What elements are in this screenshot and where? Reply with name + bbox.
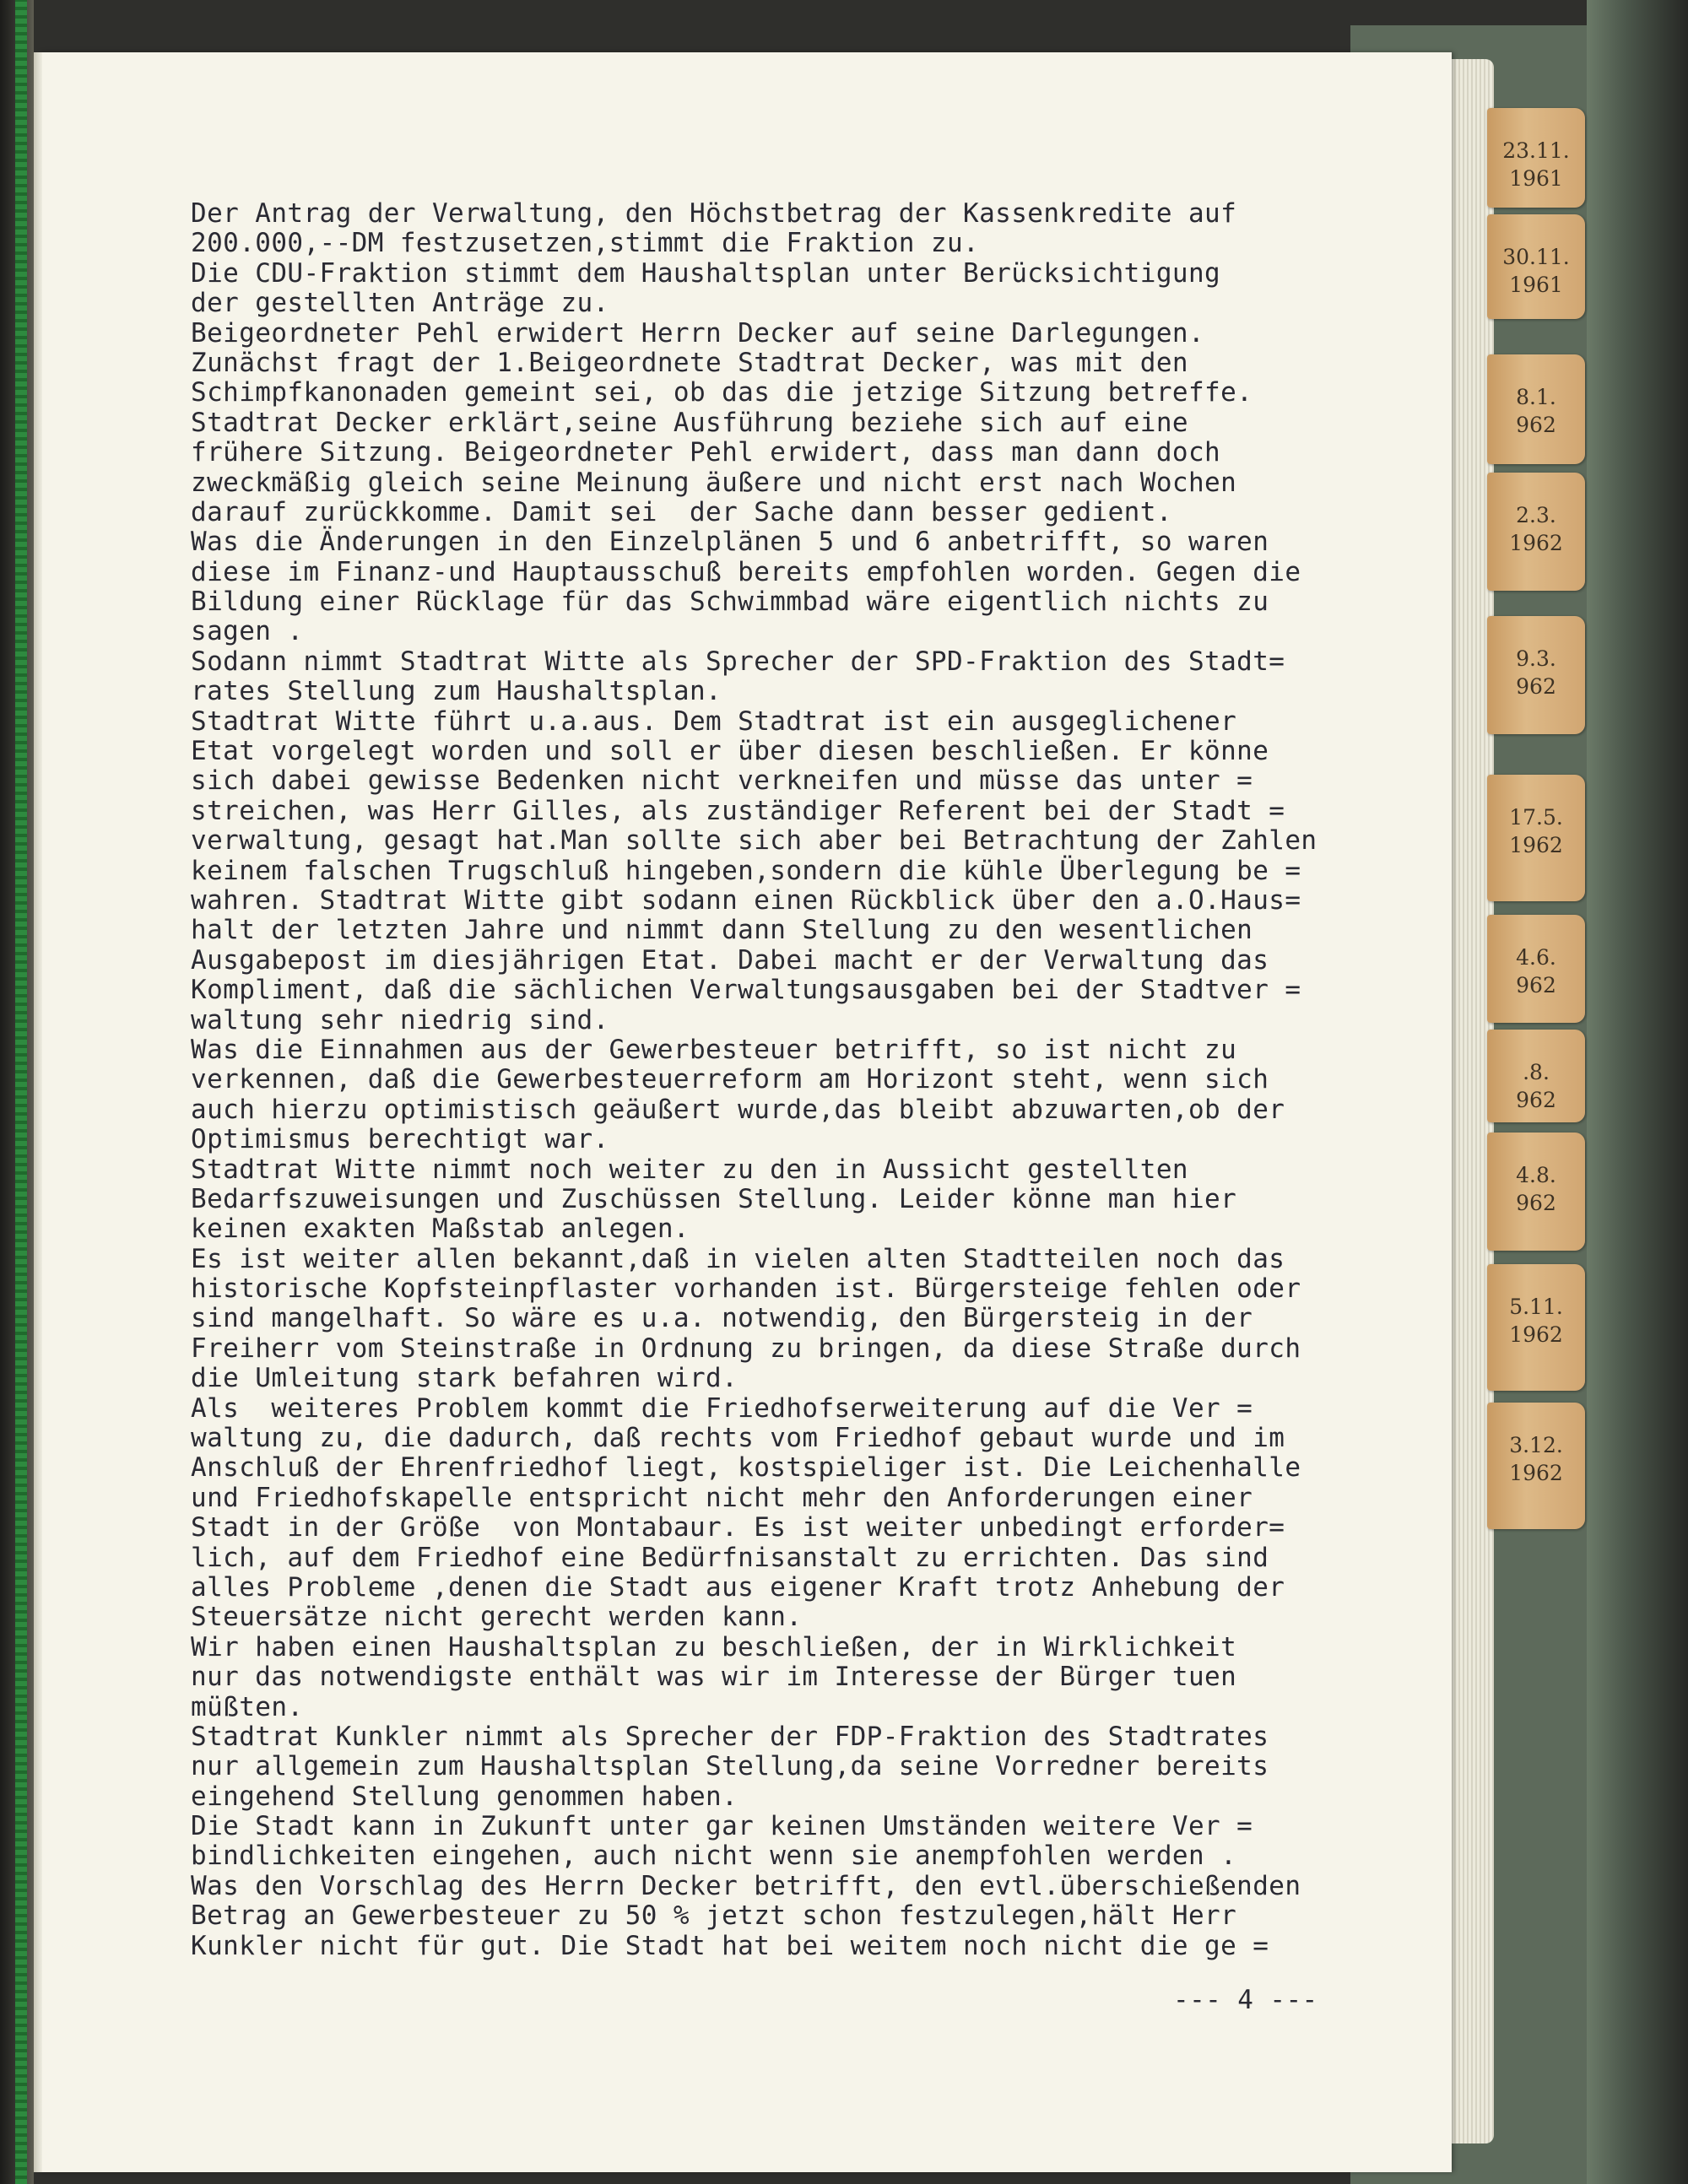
date-tab-year: 1962 [1509, 1322, 1563, 1347]
text-line: Bedarfszuweisungen und Zuschüssen Stellung. Leider könne man hier [191, 1183, 1237, 1214]
text-line: keinem falschen Trugschluß hingeben,sondern die kühle Überlegung be = [191, 855, 1301, 886]
text-line: Stadtrat Kunkler nimmt als Sprecher der FDP-Fraktion des Stadtrates [191, 1721, 1269, 1752]
date-tab[interactable] [1487, 473, 1585, 591]
text-line: wahren. Stadtrat Witte gibt sodann einen Rückblick über den a.O.Haus= [191, 884, 1301, 916]
typewritten-body [191, 199, 1440, 1961]
text-line: rates Stellung zum Haushaltsplan. [191, 676, 722, 707]
date-tab-day: .8. [1523, 1060, 1550, 1084]
text-line: der gestellten Anträge zu. [191, 288, 609, 319]
text-line: eingehend Stellung genommen haben. [191, 1781, 738, 1812]
date-tab-year: 1962 [1509, 1461, 1563, 1485]
text-line: sagen . [191, 616, 304, 647]
text-line: Was die Einnahmen aus der Gewerbesteuer betrifft, so ist nicht zu [191, 1034, 1237, 1065]
text-line: müßten. [191, 1691, 304, 1722]
text-line: waltung zu, die dadurch, daß rechts vom Friedhof gebaut wurde und im [191, 1423, 1285, 1454]
text-line: bindlichkeiten eingehen, auch nicht wenn sie anempfohlen werden . [191, 1841, 1237, 1872]
date-tab-year: 962 [1516, 674, 1556, 699]
date-tab[interactable] [1487, 1403, 1585, 1529]
text-line: diese im Finanz-und Hauptausschuß bereits empfohlen worden. Gegen die [191, 556, 1301, 587]
date-tab[interactable] [1487, 214, 1585, 319]
date-tab[interactable] [1487, 1264, 1585, 1391]
text-line: Schimpfkanonaden gemeint sei, ob das die jetzige Sitzung betreffe. [191, 377, 1253, 408]
text-line: Der Antrag der Verwaltung, den Höchstbetrag der Kassenkredite auf [191, 198, 1237, 229]
date-tab[interactable] [1487, 354, 1585, 464]
text-line: nur das notwendigste enthält was wir im Interesse der Bürger tuen [191, 1662, 1237, 1693]
page-number: --- 4 --- [1173, 1985, 1318, 2015]
text-line: Die CDU-Fraktion stimmt dem Haushaltsplan unter Berücksichtigung [191, 257, 1221, 289]
text-line: Sodann nimmt Stadtrat Witte als Sprecher der SPD-Fraktion des Stadt= [191, 646, 1285, 677]
date-tab-year: 1962 [1509, 833, 1563, 857]
date-tab-year: 962 [1516, 413, 1556, 437]
text-line: Die Stadt kann in Zukunft unter gar keinen Umständen weitere Ver = [191, 1811, 1253, 1842]
date-tab-day: 4.6. [1516, 945, 1556, 970]
date-tab-day: 3.12. [1509, 1433, 1563, 1457]
date-tab-day: 2.3. [1516, 503, 1556, 527]
date-tab[interactable] [1487, 1133, 1585, 1251]
text-line: halt der letzten Jahre und nimmt dann Stellung zu den wesentlichen [191, 915, 1253, 946]
text-line: Was den Vorschlag des Herrn Decker betrifft, den evtl.überschießenden [191, 1870, 1301, 1901]
date-tab[interactable] [1487, 915, 1585, 1023]
date-tab-year: 962 [1516, 1088, 1556, 1112]
text-line: zweckmäßig gleich seine Meinung äußere und nicht erst nach Wochen [191, 467, 1237, 498]
text-line: alles Probleme ,denen die Stadt aus eigener Kraft trotz Anhebung der [191, 1571, 1285, 1603]
text-line: Optimismus berechtigt war. [191, 1124, 609, 1155]
date-tab-day: 23.11. [1502, 138, 1570, 163]
date-tab-year: 1962 [1509, 531, 1563, 555]
text-line: Es ist weiter allen bekannt,daß in vielen alten Stadtteilen noch das [191, 1243, 1285, 1274]
text-line: streichen, was Herr Gilles, als zuständiger Referent bei der Stadt = [191, 795, 1285, 826]
text-line: sich dabei gewisse Bedenken nicht verkneifen und müsse das unter = [191, 765, 1253, 797]
text-line: frühere Sitzung. Beigeordneter Pehl erwidert, dass man dann doch [191, 437, 1221, 468]
text-line: verwaltung, gesagt hat.Man sollte sich aber bei Betrachtung der Zahlen [191, 825, 1317, 857]
text-line: Betrag an Gewerbesteuer zu 50 % jetzt schon festzulegen,hält Herr [191, 1900, 1237, 1932]
text-line: Ausgabepost im diesjährigen Etat. Dabei macht er der Verwaltung das [191, 944, 1269, 976]
text-line: nur allgemein zum Haushaltsplan Stellung,da seine Vorredner bereits [191, 1751, 1269, 1782]
text-line: Kompliment, daß die sächlichen Verwaltungsausgaben bei der Stadtver = [191, 975, 1301, 1006]
date-tab-day: 8.1. [1516, 385, 1556, 409]
date-tab-day: 17.5. [1509, 805, 1563, 830]
text-line: Beigeordneter Pehl erwidert Herrn Decker auf seine Darlegungen. [191, 317, 1205, 349]
text-line: Zunächst fragt der 1.Beigeordnete Stadtrat Decker, was mit den [191, 347, 1188, 378]
text-line: waltung sehr niedrig sind. [191, 1004, 609, 1035]
text-line: keinen exakten Maßstab anlegen. [191, 1214, 690, 1245]
date-tab[interactable] [1487, 108, 1585, 208]
text-line: Etat vorgelegt worden und soll er über diesen beschließen. Er könne [191, 736, 1269, 767]
date-tab-day: 30.11. [1502, 245, 1570, 269]
text-line: darauf zurückkomme. Damit sei der Sache dann besser gedient. [191, 496, 1172, 527]
date-tab-year: 962 [1516, 973, 1556, 997]
date-tab-day: 9.3. [1516, 646, 1556, 671]
date-tab-day: 5.11. [1509, 1295, 1563, 1319]
text-line: historische Kopfsteinpflaster vorhanden ist. Bürgersteige fehlen oder [191, 1273, 1301, 1305]
bookmark-ribbon [15, 0, 27, 2184]
text-line: Stadtrat Witte nimmt noch weiter zu den in Aussicht gestellten [191, 1154, 1188, 1185]
text-line: und Friedhofskapelle entspricht nicht mehr den Anforderungen einer [191, 1482, 1253, 1513]
date-tab-year: 1961 [1509, 273, 1563, 297]
text-line: Als weiteres Problem kommt die Friedhofserweiterung auf die Ver = [191, 1392, 1253, 1424]
text-line: die Umleitung stark befahren wird. [191, 1363, 738, 1394]
date-tab[interactable] [1487, 775, 1585, 901]
text-line: Wir haben einen Haushaltsplan zu beschließen, der in Wirklichkeit [191, 1631, 1237, 1662]
text-line: Steuersätze nicht gerecht werden kann. [191, 1602, 803, 1633]
text-line: 200.000,--DM festzusetzen,stimmt die Fraktion zu. [191, 228, 980, 259]
date-tab-year: 962 [1516, 1191, 1556, 1215]
text-line: Stadtrat Decker erklärt,seine Ausführung beziehe sich auf eine [191, 407, 1188, 438]
text-line: Stadtrat Witte führt u.a.aus. Dem Stadtrat ist ein ausgeglichener [191, 705, 1237, 737]
date-tab-day: 4.8. [1516, 1163, 1556, 1187]
text-line: auch hierzu optimistisch geäußert wurde,das bleibt abzuwarten,ob der [191, 1094, 1285, 1125]
text-line: Bildung einer Rücklage für das Schwimmbad wäre eigentlich nichts zu [191, 587, 1269, 618]
page-gutter [34, 52, 42, 2172]
text-line: Freiherr vom Steinstraße in Ordnung zu bringen, da diese Straße durch [191, 1333, 1301, 1364]
text-line: verkennen, daß die Gewerbesteuerreform am Horizont steht, wenn sich [191, 1064, 1269, 1095]
date-tab[interactable] [1487, 1030, 1585, 1122]
text-line: Stadt in der Größe von Montabaur. Es ist weiter unbedingt erforder= [191, 1512, 1285, 1543]
text-line: Was die Änderungen in den Einzelplänen 5 und 6 anbetrifft, so waren [191, 527, 1269, 558]
binder-cover-edge [1587, 0, 1688, 2184]
text-line: sind mangelhaft. So wäre es u.a. notwendig, den Bürgersteig in der [191, 1303, 1253, 1334]
text-line: Anschluß der Ehrenfriedhof liegt, kostspieliger ist. Die Leichenhalle [191, 1452, 1301, 1484]
text-line: lich, auf dem Friedhof eine Bedürfnisanstalt zu errichten. Das sind [191, 1542, 1269, 1573]
text-line: Kunkler nicht für gut. Die Stadt hat bei weitem noch nicht die ge = [191, 1930, 1269, 1961]
date-tab[interactable] [1487, 616, 1585, 734]
date-tab-year: 1961 [1509, 166, 1563, 191]
